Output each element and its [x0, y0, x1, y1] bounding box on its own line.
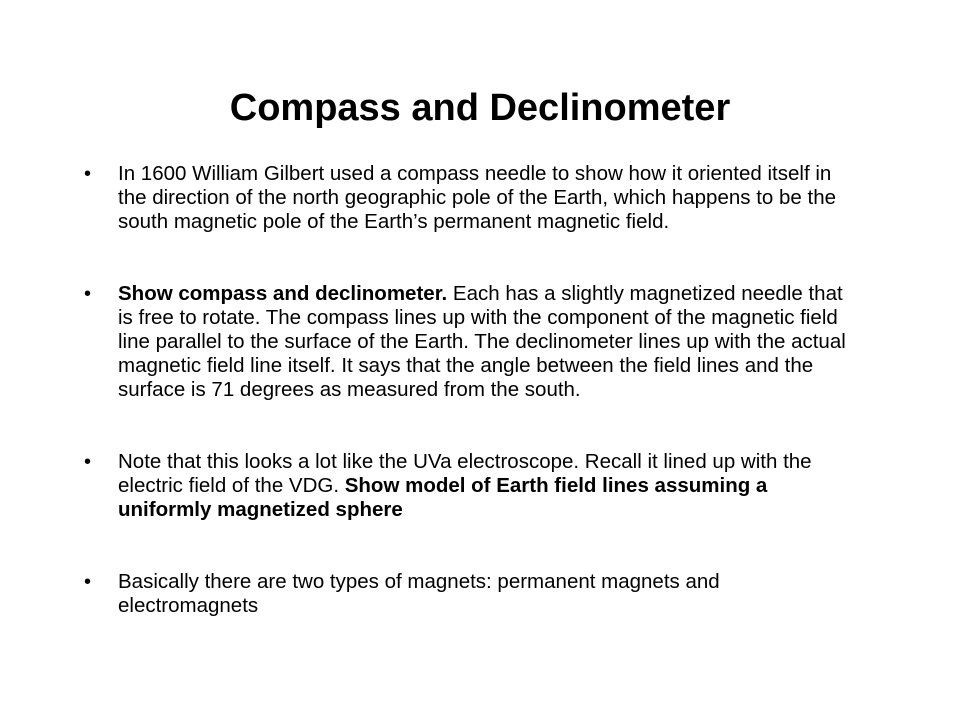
- bullet-icon: •: [84, 571, 92, 593]
- bullet-item-electroscope: [0, 450, 848, 522]
- bullet-icon: •: [84, 163, 92, 185]
- bullet-text: In 1600 William Gilbert used a compass needle to show how it oriented itself in the direction of the north geographic pole of the Earth, which happens to be the south magnetic pole of the Earth’s permanent magnetic field.: [118, 162, 836, 233]
- bullet-text: Basically there are two types of magnets: permanent magnets and electromagnets: [118, 570, 720, 617]
- bullet-bold-text: Show compass and declinometer.: [118, 282, 448, 305]
- bullet-icon: •: [84, 451, 92, 473]
- bullet-text: Each has a slightly magnetized needle that is free to rotate. The compass lines up with the component of the magnetic field line parallel to the surface of the Earth. The declinometer lines up with the actual magnetic field line itself. It says that the angle between the field lines and the surface is 71 degrees as measured from the south.: [118, 282, 846, 401]
- bullet-list: [0, 162, 960, 666]
- bullet-text: Note that this looks a lot like the UVa electroscope. Recall it lined up with the electric field of the VDG.: [118, 450, 812, 497]
- bullet-icon: •: [84, 283, 92, 305]
- slide-title: Compass and Declinometer: [229, 87, 731, 129]
- bullet-bold-text: Show model of Earth field lines assuming a uniformly magnetized sphere: [118, 474, 768, 521]
- bullet-item-magnet-types: [0, 570, 848, 618]
- bullet-item-compass-declinometer: [0, 282, 848, 402]
- bullet-item-gilbert: [0, 162, 848, 234]
